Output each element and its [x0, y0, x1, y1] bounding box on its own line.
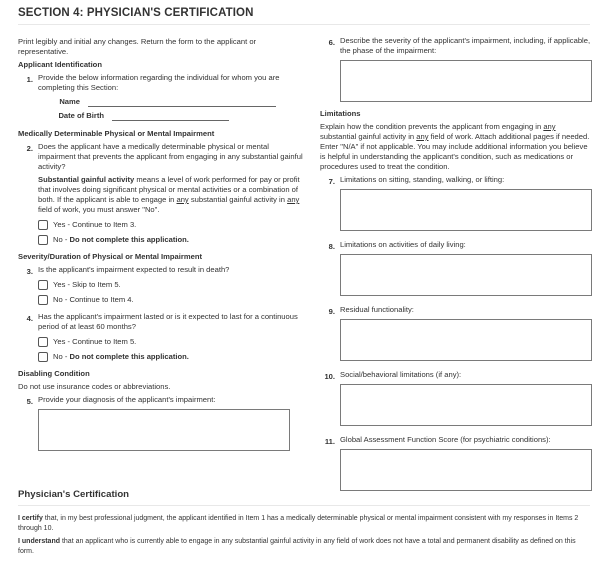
item-9 — [320, 305, 592, 361]
item-7-label: Limitations on sitting, standing, walking, or lifting: — [340, 175, 505, 184]
item-6 — [320, 36, 592, 102]
item-2 — [18, 142, 303, 245]
option-label: Yes - Skip to Item 5. — [53, 279, 121, 289]
left-column — [18, 37, 303, 454]
item-2-no-option[interactable] — [38, 234, 303, 245]
section-divider — [18, 24, 590, 25]
sga-definition — [38, 175, 303, 215]
item-10 — [320, 370, 592, 426]
item-3-question: Is the applicant's impairment expected to result in death? — [38, 265, 230, 274]
item-number: 10. — [324, 372, 335, 381]
severity-textbox[interactable] — [340, 60, 592, 102]
item-2-yes-checkbox[interactable] — [38, 220, 48, 230]
social-behavioral-textbox[interactable] — [340, 384, 592, 426]
item-4-yes-option[interactable] — [38, 336, 303, 347]
item-5 — [18, 395, 303, 451]
dob-label: Date of Birth — [58, 111, 104, 120]
item-number: 11. — [324, 437, 335, 446]
limitations-heading: Limitations — [320, 109, 361, 118]
option-label: Yes - Continue to Item 3. — [53, 219, 137, 229]
item-3-no-option[interactable] — [38, 294, 303, 305]
item-10-label: Social/behavioral limitations (if any): — [340, 370, 462, 379]
option-label: No - Continue to Item 4. — [53, 294, 134, 304]
option-label: No - — [53, 351, 68, 361]
item-3-no-checkbox[interactable] — [38, 295, 48, 305]
item-2-no-checkbox[interactable] — [38, 235, 48, 245]
item-number: 7. — [328, 177, 335, 186]
sga-any: any — [287, 195, 300, 204]
name-label: Name — [59, 97, 80, 106]
limitations-intro — [320, 122, 592, 172]
certify-bold: I certify — [18, 515, 43, 522]
item-4-no-checkbox[interactable] — [38, 352, 48, 362]
certification-divider — [18, 505, 590, 506]
option-warning: Do not complete this application. — [69, 234, 189, 244]
intro-text: Print legibly and initial any changes. Return the form to the applicant or representative. — [18, 37, 257, 56]
item-7 — [320, 175, 592, 231]
certification-title: Physician's Certification — [18, 489, 130, 500]
intro-any: any — [543, 122, 556, 131]
item-5-label: Provide your diagnosis of the applicant's impairment: — [38, 395, 216, 404]
sga-text: substantial gainful activity in — [188, 195, 288, 204]
option-warning: Do not complete this application. — [69, 351, 189, 361]
understand-statement — [18, 537, 593, 557]
impairment-heading: Medically Determinable Physical or Mental Impairment — [18, 129, 215, 138]
item-4-yes-checkbox[interactable] — [38, 337, 48, 347]
item-11-label: Global Assessment Function Score (for psychiatric conditions): — [340, 435, 551, 444]
item-4-question: Has the applicant's impairment lasted or is it expected to last for a continuous period of at least 60 months? — [38, 312, 298, 331]
sga-term: Substantial gainful activity — [38, 175, 135, 184]
certify-text: that, in my best professional judgment, the applicant identified in Item 1 has a medically determinable physical or mental impairment consistent with my responses in Items 2 through 10. — [18, 515, 579, 532]
item-11 — [320, 435, 592, 491]
item-number: 4. — [26, 314, 33, 323]
item-number: 5. — [26, 397, 33, 406]
diagnosis-textbox[interactable] — [38, 409, 290, 451]
section-title: SECTION 4: PHYSICIAN'S CERTIFICATION — [18, 7, 254, 19]
disabling-condition-heading: Disabling Condition — [18, 369, 90, 378]
sga-text: means a level of work performed for pay or profit that involves doing significant physical or mental activities or a combination of both. If the applicant is able to engage in — [38, 175, 300, 204]
item-9-label: Residual functionality: — [340, 305, 414, 314]
disabling-condition-note: Do not use insurance codes or abbreviations. — [18, 382, 171, 391]
item-1 — [18, 73, 303, 121]
gaf-score-textbox[interactable] — [340, 449, 592, 491]
residual-functionality-textbox[interactable] — [340, 319, 592, 361]
right-column — [320, 36, 592, 494]
intro-any: any — [416, 132, 429, 141]
name-field[interactable] — [88, 98, 276, 107]
item-2-question: Does the applicant have a medically determinable physical or mental impairment that prevents the applicant from engaging in any substantial gainful activity? — [38, 142, 303, 171]
item-number: 8. — [328, 242, 335, 251]
item-number: 3. — [26, 267, 33, 276]
sga-any: any — [176, 195, 189, 204]
item-4 — [18, 312, 303, 362]
dob-field[interactable] — [112, 112, 229, 121]
intro-text: substantial gainful activity in — [320, 132, 417, 141]
item-3 — [18, 265, 303, 305]
option-label: Yes - Continue to Item 5. — [53, 336, 137, 346]
certify-statement — [18, 514, 593, 534]
option-label: No - — [53, 234, 68, 244]
sga-text: field of work, you must answer "No". — [38, 205, 160, 214]
item-8 — [320, 240, 592, 296]
physical-limitations-textbox[interactable] — [340, 189, 592, 231]
item-number: 1. — [26, 75, 33, 84]
item-number: 2. — [26, 144, 33, 153]
item-1-text: Provide the below information regarding the individual for whom you are completing this Section: — [38, 73, 280, 92]
intro-text: field of work. Attach additional pages if needed. Enter "N/A" if not applicable. You may include additional information you believe is helpful in understanding the applicant's condition, such as medications or procedures used to treat the condition. — [320, 132, 590, 171]
applicant-identification-heading: Applicant Identification — [18, 60, 102, 69]
intro-text: Explain how the condition prevents the applicant from engaging in — [320, 122, 544, 131]
severity-heading: Severity/Duration of Physical or Mental Impairment — [18, 252, 202, 261]
understand-text: that an applicant who is currently able to engage in any substantial gainful activity in any field of work does not have a total and permanent disability as defined on this form. — [18, 538, 576, 555]
item-2-yes-option[interactable] — [38, 219, 303, 230]
item-number: 6. — [328, 38, 335, 47]
item-6-label: Describe the severity of the applicant's impairment, including, if applicable, the phase of the impairment: — [340, 36, 591, 55]
item-4-no-option[interactable] — [38, 351, 303, 362]
understand-bold: I understand — [18, 538, 61, 545]
certification-body — [18, 514, 593, 560]
item-3-yes-option[interactable] — [38, 279, 303, 290]
item-3-yes-checkbox[interactable] — [38, 280, 48, 290]
daily-living-textbox[interactable] — [340, 254, 592, 296]
item-8-label: Limitations on activities of daily living: — [340, 240, 466, 249]
item-number: 9. — [328, 307, 335, 316]
